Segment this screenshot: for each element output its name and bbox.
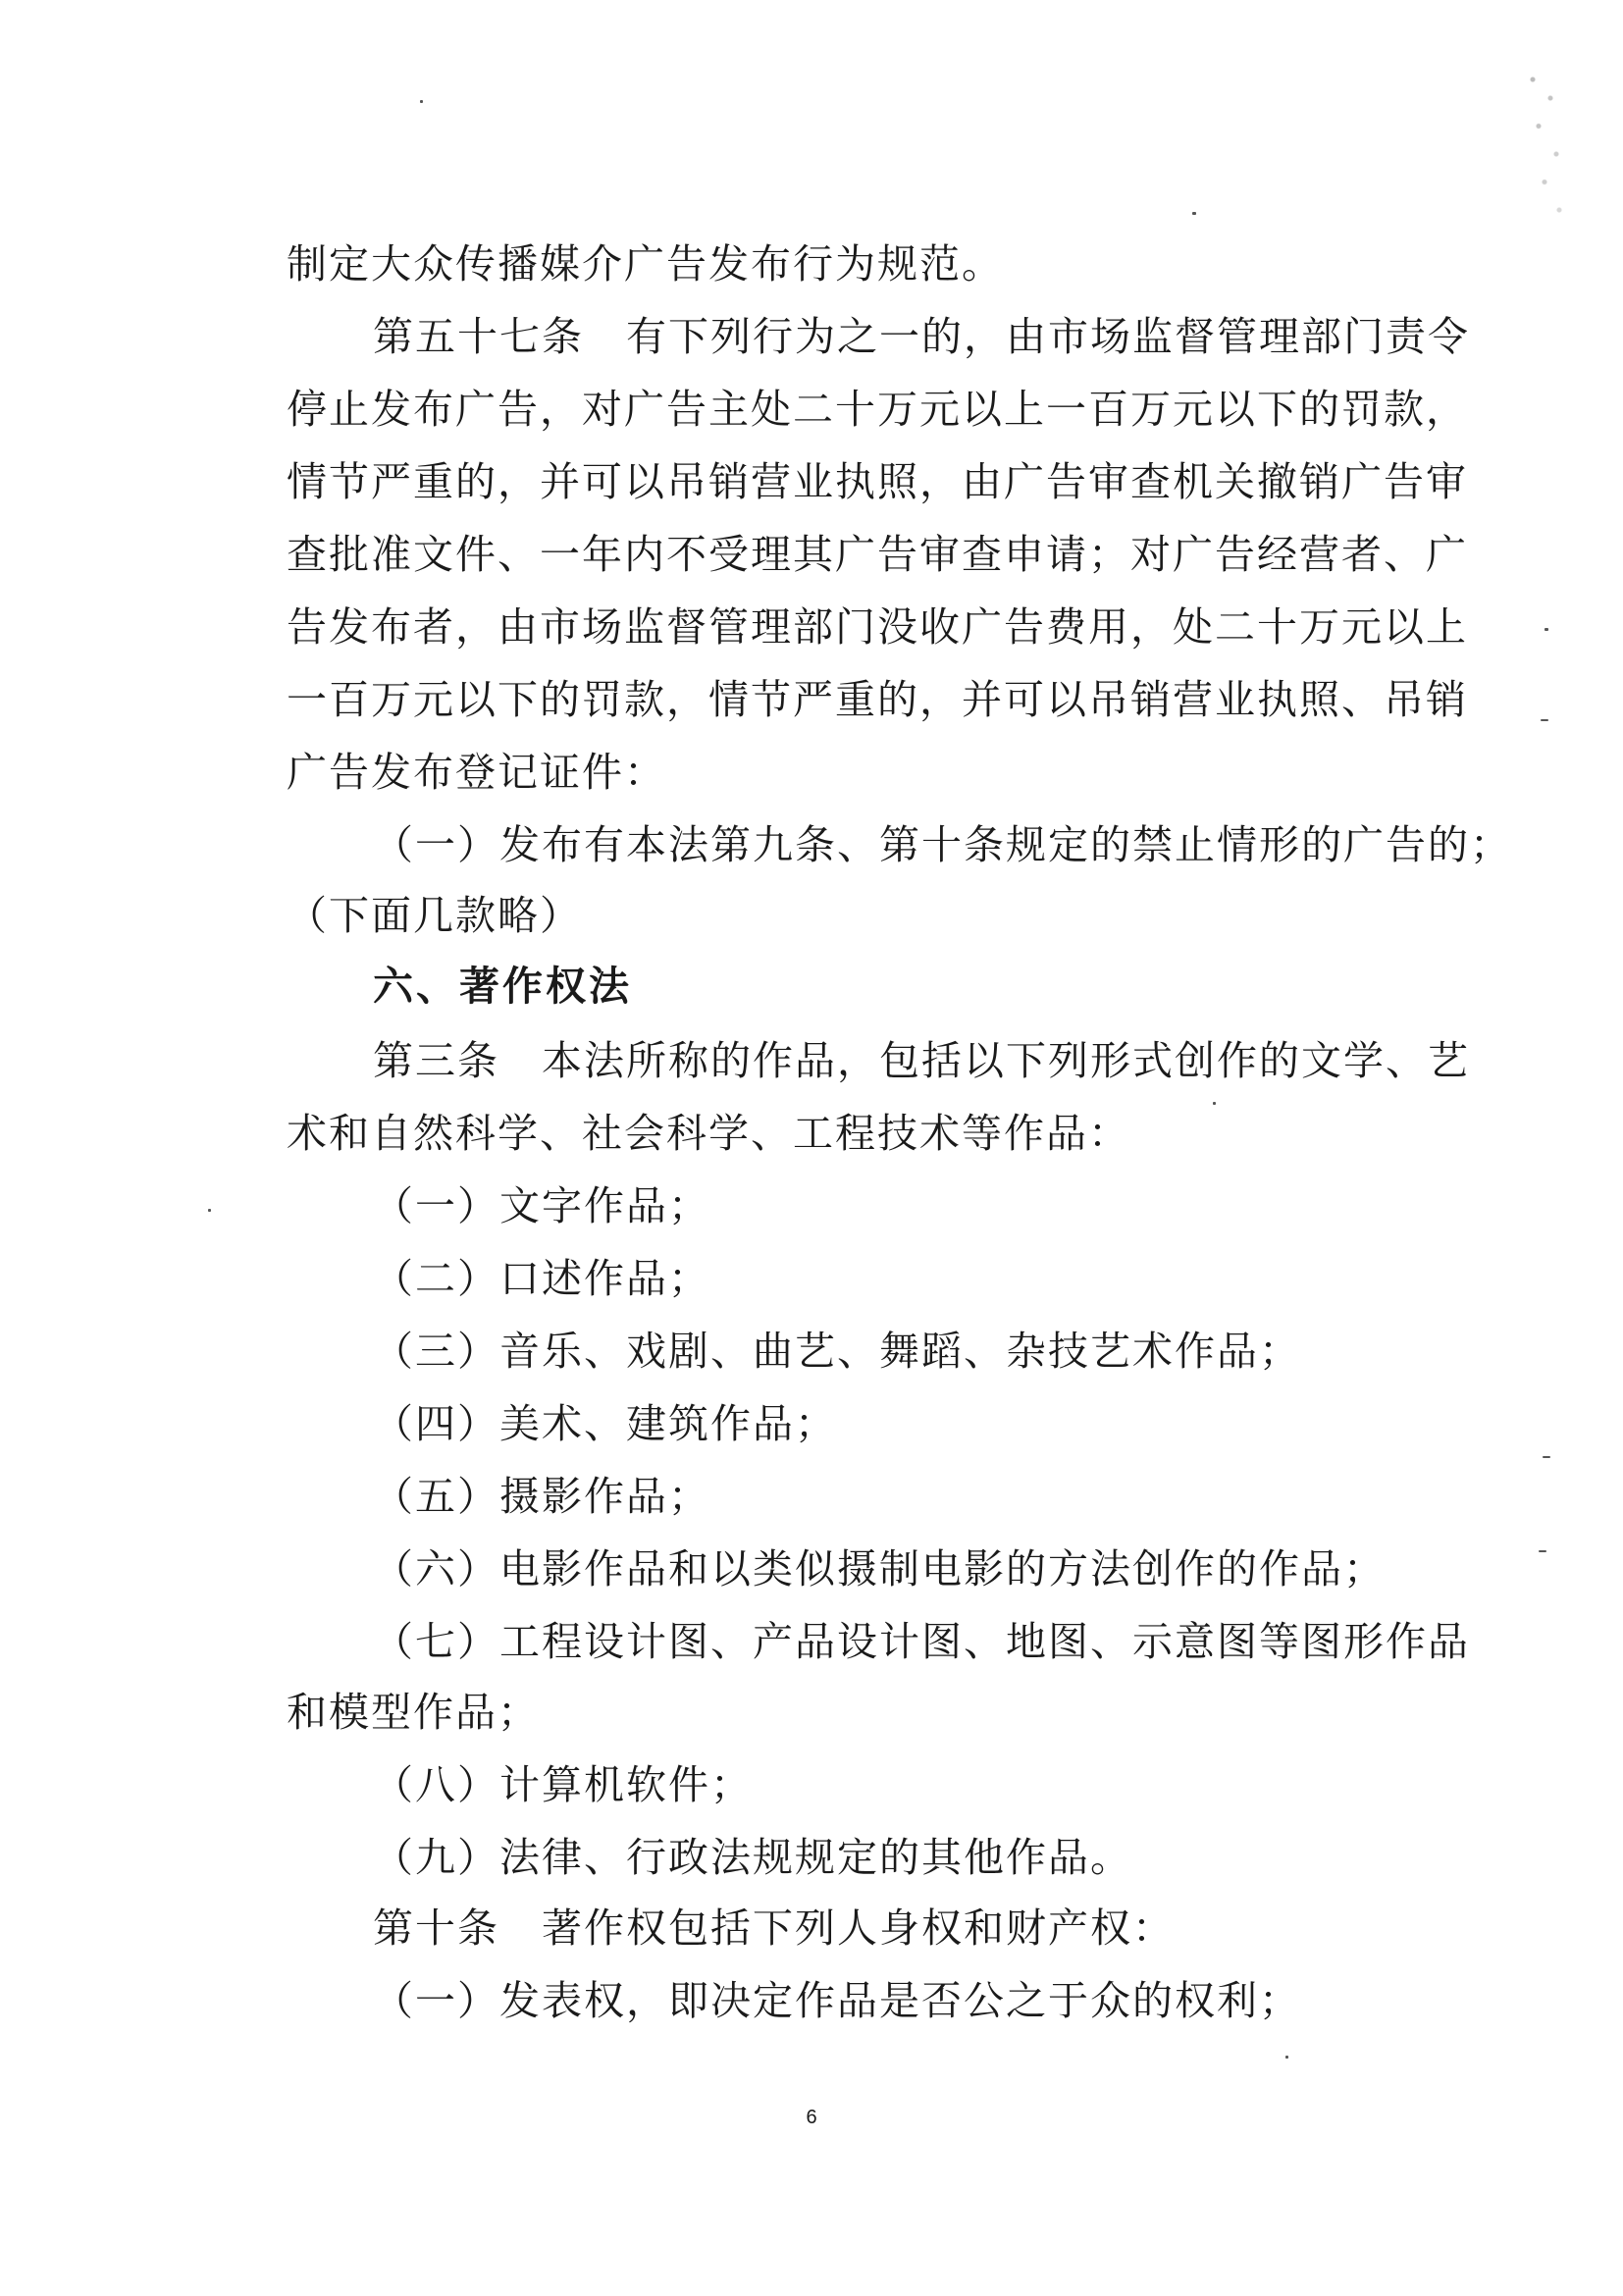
omission-note: （下面几款略） — [287, 892, 582, 939]
list-item: （二）口述作品； — [373, 1255, 710, 1302]
scan-speck — [1213, 1102, 1216, 1105]
scan-speck — [208, 1209, 211, 1212]
body-line: 告发布者，由市场监督管理部门没收广告费用，处二十万元以上 — [287, 603, 1468, 651]
body-line: 制定大众传播媒介广告发布行为规范。 — [287, 240, 1004, 287]
scan-speck — [1544, 628, 1548, 631]
list-item: （一）文字作品； — [373, 1182, 710, 1229]
list-item: （三）音乐、戏剧、曲艺、舞蹈、杂技艺术作品； — [373, 1328, 1301, 1375]
section-heading: 六、著作权法 — [373, 963, 632, 1010]
scan-speck — [1543, 1456, 1550, 1458]
list-item: （一）发布有本法第九条、第十条规定的禁止情形的广告的； — [373, 821, 1512, 868]
body-line: 术和自然科学、社会科学、工程技术等作品： — [287, 1110, 1130, 1157]
list-item: （一）发表权，即决定作品是否公之于众的权利； — [373, 1977, 1301, 2024]
body-line: 停止发布广告，对广告主处二十万元以上一百万元以下的罚款， — [287, 386, 1468, 433]
scan-speck — [1541, 719, 1548, 721]
list-item: （四）美术、建筑作品； — [373, 1400, 837, 1447]
article-10-line: 第十条 著作权包括下列人身权和财产权： — [373, 1905, 1175, 1952]
body-line: 查批准文件、一年内不受理其广告审查申请；对广告经营者、广 — [287, 531, 1468, 578]
article-57-line: 第五十七条 有下列行为之一的，由市场监督管理部门责令 — [373, 313, 1470, 360]
scan-speck — [1285, 2056, 1288, 2059]
scan-smudge — [1515, 61, 1574, 247]
list-item: （八）计算机软件； — [373, 1761, 753, 1808]
list-item: （七）工程设计图、产品设计图、地图、示意图等图形作品 — [373, 1618, 1470, 1665]
body-line: 和模型作品； — [287, 1689, 540, 1736]
scan-speck — [1539, 1550, 1546, 1552]
body-line: 一百万元以下的罚款，情节严重的，并可以吊销营业执照、吊销 — [287, 676, 1468, 723]
scan-speck — [420, 100, 423, 103]
article-3-line: 第三条 本法所称的作品，包括以下列形式创作的文学、艺 — [373, 1037, 1470, 1084]
list-item: （五）摄影作品； — [373, 1473, 710, 1520]
scan-speck — [1192, 212, 1196, 215]
list-item: （六）电影作品和以类似摄制电影的方法创作的作品； — [373, 1545, 1386, 1592]
list-item: （九）法律、行政法规规定的其他作品。 — [373, 1834, 1132, 1881]
body-line: 广告发布登记证件： — [287, 749, 666, 796]
page-number: 6 — [806, 2107, 817, 2128]
body-line: 情节严重的，并可以吊销营业执照，由广告审查机关撤销广告审 — [287, 458, 1468, 505]
